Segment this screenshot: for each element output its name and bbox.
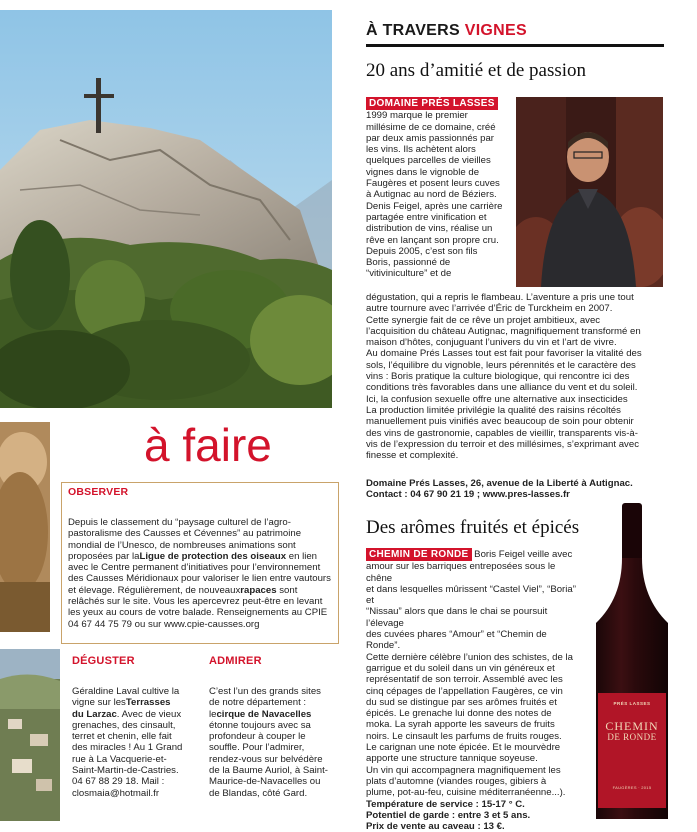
text-line: rendez-vous sur belvédère [209,753,323,765]
text-line: La production limitée privilégie la qualité des raisins récoltés [366,404,621,416]
bottle-appellation: FAUGÈRES · 2015 [612,785,652,790]
text-line: garrigue et du soleil dans un vin généreux et [366,662,555,674]
text-line: sols, l’équilibre du vignoble, leurs pérennités et le caractère des [366,359,636,371]
text-line: vins : Boris pratique la culture biologique, qui rencontre ici des [366,371,630,383]
text-line: Depuis 2005, c’est son fils [366,245,478,257]
village-photo-illustration [0,649,60,821]
text-line: Ici, la confusion sexuelle offre une alternative aux insecticides [366,393,628,405]
text-line: grenaches, des cinsault, [72,719,176,731]
article1-title: 20 ans d’amitié et de passion [366,60,587,81]
article1-intro [366,97,512,280]
text-line: l’acquisition du château Autignac, magnifiquement transformé en [366,325,641,337]
text-line: Un vin qui accompagnera magnifiquement les [366,764,561,776]
article2-text [366,548,581,832]
landscape-photo-illustration [0,10,332,408]
winemaker-illustration [516,97,663,287]
text-line: des Causses Méridionaux pour valoriser le lien entre vautours [68,573,331,585]
text-line: noirs. Le cinsault les parfums de fruits rouges. [366,730,562,742]
observer-label: OBSERVER [68,486,129,498]
bottle-name-1: CHEMIN [605,719,659,733]
header-part1: À TRAVERS [366,22,460,39]
text-line: CHEMIN DE RONDE Boris Feigel veille avec [366,548,581,561]
text-line: représentatif de son terroir. Assemblé avec les [366,674,563,686]
text-line: et élevage. Régulièrement, de nouveauxrapaces sont [68,584,298,596]
text-line: closmaia@hotmail.fr [72,787,160,799]
text-line: conditions très favorables dans une alliance du vent et du soleil. [366,382,638,394]
text-line: Au domaine Prés Lasses tout est fait pour favoriser la vitalité des [366,348,642,360]
text-line: plats d’automne (viandes rouges, gibiers à [366,775,547,787]
afaire-title: à faire [144,419,272,471]
text-line: finesse et complexité. [366,450,459,462]
text-line: moka. La syrah apporte les saveurs de fruits [366,719,555,731]
deguster-label: DÉGUSTER [72,655,135,667]
text-line: rêve en lançant son propre cru. [366,234,499,246]
article1-address: Domaine Prés Lasses, 26, avenue de la Liberté à Autignac. [366,478,633,489]
text-line: de Blandas, côté Gard. [209,787,308,799]
text-line: du Larzac. Avec de vieux [72,708,182,720]
text-line: par deux amis passionnés par [366,132,494,144]
text-line: des cuvées phares “Amour” et “Chemin de Ronde”. [366,629,547,652]
article2-prix: Prix de vente au caveau : 13 €. [366,821,505,832]
text-line: Géraldine Laval cultive la [72,686,180,697]
article2-garde: Potentiel de garde : entre 3 et 5 ans. [366,809,531,821]
text-line: Saint-Martin-de-Castries. [72,765,179,777]
bottle-label [598,693,666,808]
bottle-brand: PRÉS LASSES [613,701,651,706]
text-line: Depuis le classement du “paysage culturel de l’agro- [68,517,291,528]
text-line: distribution de vins, réalise un [366,223,493,235]
text-line: de la Baume Auriol, à Saint- [209,765,328,777]
text-line: dégustation, qui a repris le flambeau. L’aventure a pris une tout [366,292,634,303]
text-line: Denis Feigel, après une carrière [366,200,503,212]
article2-tag: CHEMIN DE RONDE [366,548,472,561]
admirer-text [209,686,337,799]
landscape-photo-cross [0,10,332,408]
text-line: Faugères et posent leurs cuves [366,178,500,190]
village-photo [0,649,60,821]
text-line: des miracles ! Au 1 Grand [72,742,183,754]
text-line: autre tournure avec l’arrivée d’Éric de Turckheim en 2007. [366,303,613,315]
text-line: les yeux au cours de votre balade. Renseignements au CPIE [68,607,328,619]
text-line: maison d’hôtes, conjuguant l’univers du vin et l’art de vivre. [366,337,617,349]
text-line: les vins. Ils achètent alors [366,144,476,156]
text-line: amour sur les barriques entreposées sous le chêne [366,561,556,584]
article1-tag: DOMAINE PRÉS LASSES [366,97,498,110]
wine-bottle [584,503,680,819]
admirer-label: ADMIRER [209,655,262,667]
text-line: profondeur à couper le [209,731,306,743]
text-line: pastoralisme des Causses et Cévennes” au patrimoine [68,528,302,540]
text-line: étonne toujours avec sa [209,719,311,731]
text-line: terret et chenin, elle fait [72,731,172,743]
text-line: rue à La Vacquerie-et- [72,753,167,765]
text-line: lecirque de Navacelles [209,708,312,720]
header-rule [366,44,664,47]
text-line: souffle. Pour l’admirer, [209,742,305,754]
deguster-text [72,686,190,799]
text-line: apporte une structure tannique soyeuse. [366,753,538,765]
text-line: Cette synergie fait de ce rêve un projet ambitieux, avec [366,314,601,326]
text-line: Maurice-de-Navacelles ou [209,776,321,788]
text-line: manuellement puis vinifiés avec beaucoup de soin pour obtenir [366,416,634,428]
partial-photo-illustration [0,422,50,632]
article1-contact: Contact : 04 67 90 21 19 ; www.pres-lasses.fr [366,489,570,500]
text-line: C’est l’un des grands sites [209,686,321,697]
text-line: du sud se distingue par ses arômes fruités et [366,696,557,708]
bottle-name-2: DE RONDE [607,732,657,742]
text-line: mondial de l’Unesco, de nombreuses animations sont [68,539,296,551]
text-line: et dans lesquelles mûrissent “Castel Viel”, “Boria” et [366,583,576,607]
text-line: Le carignan une note épicée. Et le mourvèdre [366,742,561,754]
observer-box [61,482,339,644]
article1-main-text [366,292,666,461]
bottle-illustration [584,503,680,819]
observer-text [68,517,332,630]
text-line: 04 67 88 29 18. Mail : [72,776,165,788]
text-line: cinq cépages de l’appellation Faugères, ce vin [366,685,563,697]
text-line: relâchés sur le site. Vous les apercevrez peut-être en levant [68,596,323,608]
text-line: “vitiviniculture” et de [366,268,452,280]
text-line: millésime de ce domaine, créé [366,121,496,133]
text-line: vis de l’expression du terroir et des millésimes, s’exprimant avec [366,438,639,450]
text-line: 1999 marque le premier [366,110,468,122]
text-line: proposées par laLigue de protection des oiseaux en lien [68,550,318,562]
left-partial-photo [0,422,50,632]
section-header [366,22,664,47]
text-line: à Autignac au nord de Béziers. [366,189,497,201]
header-part2: VIGNES [464,22,527,39]
article2-temperature: Température de service : 15-17 ° C. [366,798,525,810]
text-line: partagée entre vinification et [366,211,487,223]
article1-narrow-text [366,110,512,279]
text-line: “Nissau” alors que dans le chai se poursuit l’élevage [366,606,548,629]
text-line: Cette dernière célèbre l’union des schistes, de la [366,651,573,663]
article2-title: Des arômes fruités et épicés [366,517,580,538]
text-line: avec le Centre permanent d’initiatives pour l’environnement [68,562,321,574]
text-line: des vins de gastronomie, capables de vieillir, transparents vis-à- [366,427,638,439]
text-line: quelques parcelles de vieilles [366,155,491,167]
text-line: épicés. Le grenache lui donne des notes de [366,708,552,720]
text-line: vigne sur lesTerrasses [72,697,171,709]
winemaker-photo [516,97,663,287]
text-line: de notre département : [209,697,307,709]
text-line: vignes dans le vignoble de [366,166,480,178]
text-line: 04 67 44 75 79 ou sur www.cpie-causses.org [68,618,260,630]
text-line: plume, pot-au-feu, cuisine méditerranéenne...). [366,787,566,799]
text-line: Boris, passionné de [366,257,451,269]
